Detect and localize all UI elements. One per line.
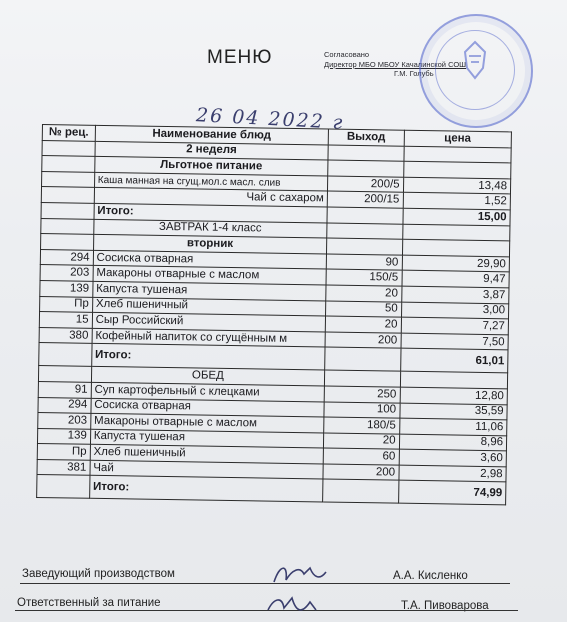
dish-price: 29,90 [402,255,510,272]
dish-price: 3,87 [401,286,509,303]
recipe-number: 203 [40,265,93,281]
col-header-name: Наименование блюд [95,125,329,144]
total-label: Итого: [94,203,328,222]
handwritten-date: 26 04 2022 г [195,104,345,134]
dish-yield: 150/5 [326,269,402,286]
dish-yield: 50 [326,301,402,318]
approval-label: Согласовано [324,50,370,59]
signature-head-icon [270,560,330,588]
head-of-production-label: Заведующий производством [22,568,175,580]
recipe-number: 294 [40,249,93,265]
dish-price: 7,50 [401,333,509,350]
total-label: Итого: [91,344,325,371]
dish-price: 3,00 [401,302,509,319]
dish-name: Чай [90,460,324,479]
dish-name: Сосиска отварная [91,398,325,417]
dish-name: Капуста тушеная [90,429,324,448]
total-label: Итого: [89,476,323,503]
dish-price: 8,96 [399,434,507,451]
dish-name: Сосиска отварная [93,250,327,269]
dish-yield: 200/5 [327,176,403,193]
col-header-price: цена [404,130,512,147]
responsible-name: Т.А. Пивоварова [401,600,489,612]
approval-director: Директор МБО МБОУ Качалинской СОШ [324,59,467,69]
dish-yield: 60 [323,448,399,465]
dish-price: 1,52 [403,193,511,210]
recipe-number: 203 [38,413,91,429]
lunch-label: ОБЕД [91,367,325,386]
dish-name: Суп картофельный с клецками [91,382,325,401]
dish-yield: 250 [324,386,400,403]
dish-yield: 200 [323,464,399,481]
dish-name: Сыр Российский [92,312,326,331]
official-seal [419,14,533,128]
col-header-rec: № рец. [42,125,95,141]
dish-name: Каша манная на сгущ.мол.с масл. слив [94,172,328,191]
recipe-number: 15 [39,312,92,328]
responsible-label: Ответственный за питание [17,597,161,609]
dish-yield: 20 [326,285,402,302]
signature-line [20,583,510,584]
recipe-number: Пр [40,296,93,312]
dish-name: Чай с сахаром [94,188,328,207]
dish-yield: 100 [324,401,400,418]
recipe-number: Пр [37,444,90,460]
dish-name: Макароны отварные с маслом [93,266,327,285]
dish-price: 3,60 [399,449,507,466]
dish-name: Хлеб пшеничный [90,445,324,464]
breakfast-label: ЗАВТРАК 1-4 класс [93,219,327,238]
head-of-production-name: А.А. Кисленко [393,570,468,582]
recipe-number: 381 [37,459,90,475]
total-value: 74,99 [398,481,506,506]
dish-name: Капуста тушеная [92,281,326,300]
approval-name: Г.М. Голубь [394,69,434,78]
recipe-number: 91 [38,381,91,397]
page-title: МЕНЮ [207,47,273,68]
dish-price: 9,47 [402,271,510,288]
dish-yield: 90 [326,254,402,271]
dish-price: 2,98 [398,465,506,482]
dish-name: Хлеб пшеничный [92,297,326,316]
dish-yield: 20 [325,316,401,333]
day-label: вторник [93,234,327,253]
seal-emblem-icon [455,38,495,88]
dish-price: 11,06 [399,418,507,435]
week-label: 2 неделя [95,141,329,160]
signature-responsible-icon [262,592,322,618]
dish-price: 35,59 [399,403,507,420]
menu-table [36,124,512,506]
dish-price: 13,48 [403,177,511,194]
dish-yield: 200/15 [327,191,403,208]
dish-name: Кофейный напиток со сгущённым м [92,328,326,347]
total-value: 61,01 [400,348,508,373]
col-header-yield: Выход [328,129,404,146]
dish-yield: 20 [323,433,399,450]
section-lgot: Льготное питание [94,157,328,176]
dish-price: 7,27 [401,317,509,334]
recipe-number: 139 [37,428,90,444]
total-value: 15,00 [402,208,510,225]
recipe-number: 139 [40,280,93,296]
dish-yield: 180/5 [324,417,400,434]
dish-name: Макароны отварные с маслом [90,413,324,432]
dish-yield: 200 [325,332,401,349]
recipe-number: 294 [38,397,91,413]
dish-price: 12,80 [400,387,508,404]
recipe-number: 380 [39,327,92,343]
